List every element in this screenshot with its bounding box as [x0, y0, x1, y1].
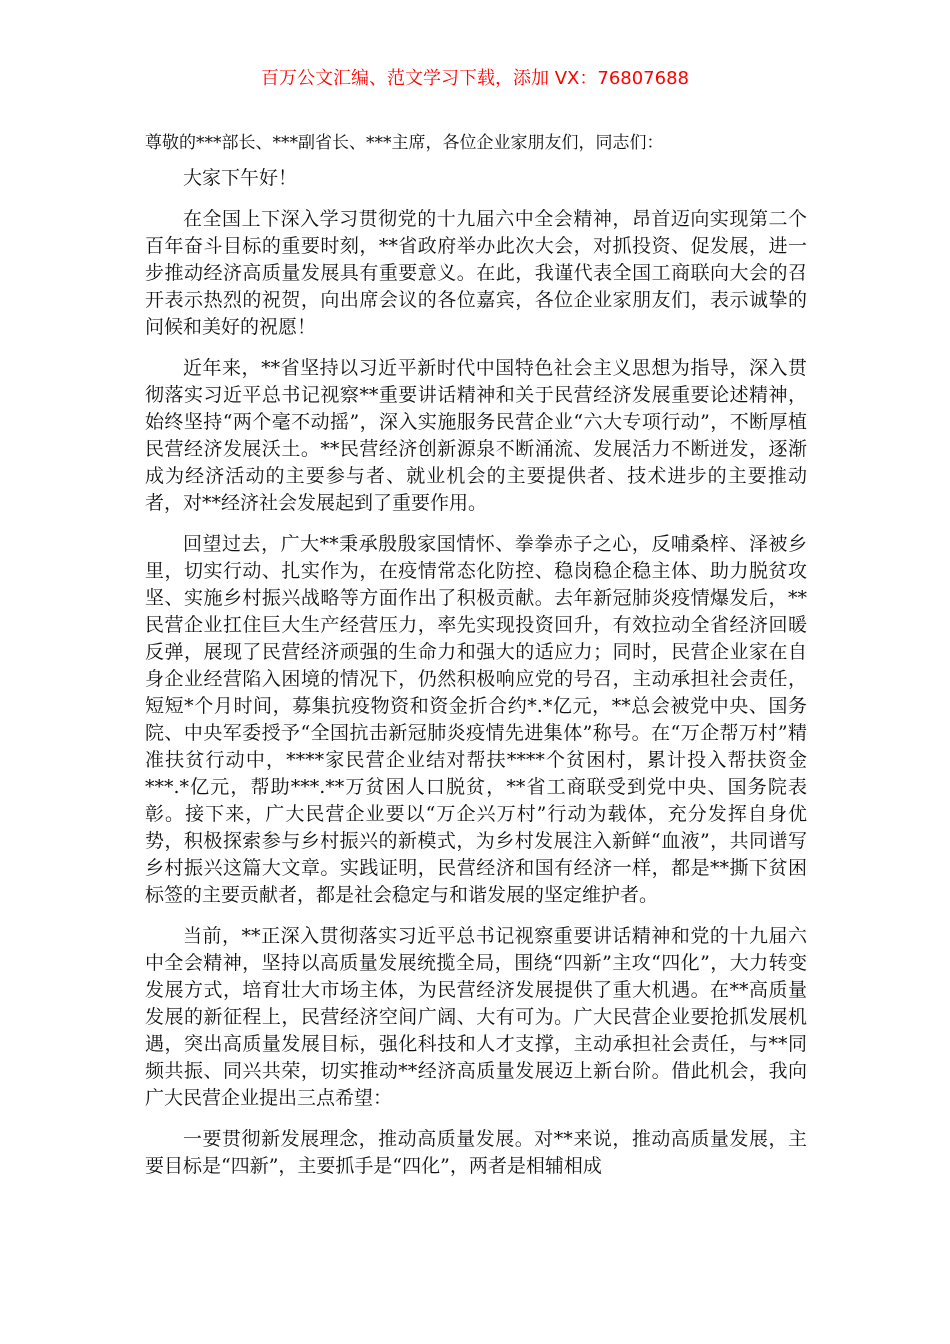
paragraph: 近年来，**省坚持以习近平新时代中国特色社会主义思想为指导，深入贯彻落实习近平总书记视察**重要讲话精神和关于民营经济发展重要论述精神，始终坚持“两个毫不动摇”，深入实施服务民营企业“六大专项行动”，不断厚植民营经济发展沃土。**民营经济创新源泉不断涌流、发展活力不断迸发，逐渐成为经济活动的主要参与者、就业机会的主要提供者、技术进步的主要推动者，对**经济社会发展起到了重要作用。	[145, 357, 807, 514]
paragraph: 在全国上下深入学习贯彻党的十九届六中全会精神，昂首迈向实现第二个百年奋斗目标的重要时刻，**省政府举办此次大会，对抓投资、促发展，进一步推动经济高质量发展具有重要意义。在此，我谨代表全国工商联向大会的召开表示热烈的祝贺，向出席会议的各位嘉宾，各位企业家朋友们，表示诚挚的问候和美好的祝愿！	[145, 208, 807, 338]
paragraph: 当前，**正深入贯彻落实习近平总书记视察重要讲话精神和党的十九届六中全会精神，坚持以高质量发展统揽全局，围绕“四新”主攻“四化”，大力转变发展方式，培育壮大市场主体，为民营经济发展提供了重大机遇。在**高质量发展的新征程上，民营经济空间广阔、大有可为。广大民营企业要抢抓发展机遇，突出高质量发展目标，强化科技和人才支撑，主动承担社会责任，与**同频共振、同兴共荣，切实推动**经济高质量发展迈上新台阶。借此机会，我向广大民营企业提出三点希望：	[145, 925, 807, 1109]
paragraph: 回望过去，广大**秉承殷殷家国情怀、拳拳赤子之心，反哺桑梓、泽被乡里，切实行动、扎实作为，在疫情常态化防控、稳岗稳企稳主体、助力脱贫攻坚、实施乡村振兴战略等方面作出了积极贡献。去年新冠肺炎疫情爆发后，**民营企业扛住巨大生产经营压力，率先实现投资回升，有效拉动全省经济回暖反弹，展现了民营经济顽强的生命力和强大的适应力；同时，民营企业家在自身企业经营陷入困境的情况下，仍然积极响应党的号召，主动承担社会责任，短短*个月时间，募集抗疫物资和资金折合约*.*亿元，**总会被党中央、国务院、中央军委授予“全国抗击新冠肺炎疫情先进集体”称号。在“万企帮万村”精准扶贫行动中，****家民营企业结对帮扶****个贫困村，累计投入帮扶资金***.*亿元，帮助***.**万贫困人口脱贫，**省工商联受到党中央、国务院表彰。接下来，广大民营企业要以“万企兴万村”行动为载体，充分发挥自身优势，积极探索参与乡村振兴的新模式，为乡村发展注入新鲜“血液”，共同谱写乡村振兴这篇大文章。实践证明，民营经济和国有经济一样，都是**撕下贫困标签的主要贡献者，都是社会稳定与和谐发展的坚定维护者。	[145, 533, 807, 906]
salutation: 尊敬的***部长、***副省长、***主席，各位企业家朋友们，同志们：	[145, 133, 664, 153]
speech-body	[145, 130, 807, 1194]
download-notice-header: 百万公文汇编、范文学习下载，添加 VX：76807688	[261, 68, 689, 89]
paragraph: 一要贯彻新发展理念，推动高质量发展。对**来说，推动高质量发展，主要目标是“四新”，主要抓手是“四化”，两者是相辅相成	[145, 1128, 807, 1177]
greeting: 大家下午好！	[183, 167, 298, 189]
